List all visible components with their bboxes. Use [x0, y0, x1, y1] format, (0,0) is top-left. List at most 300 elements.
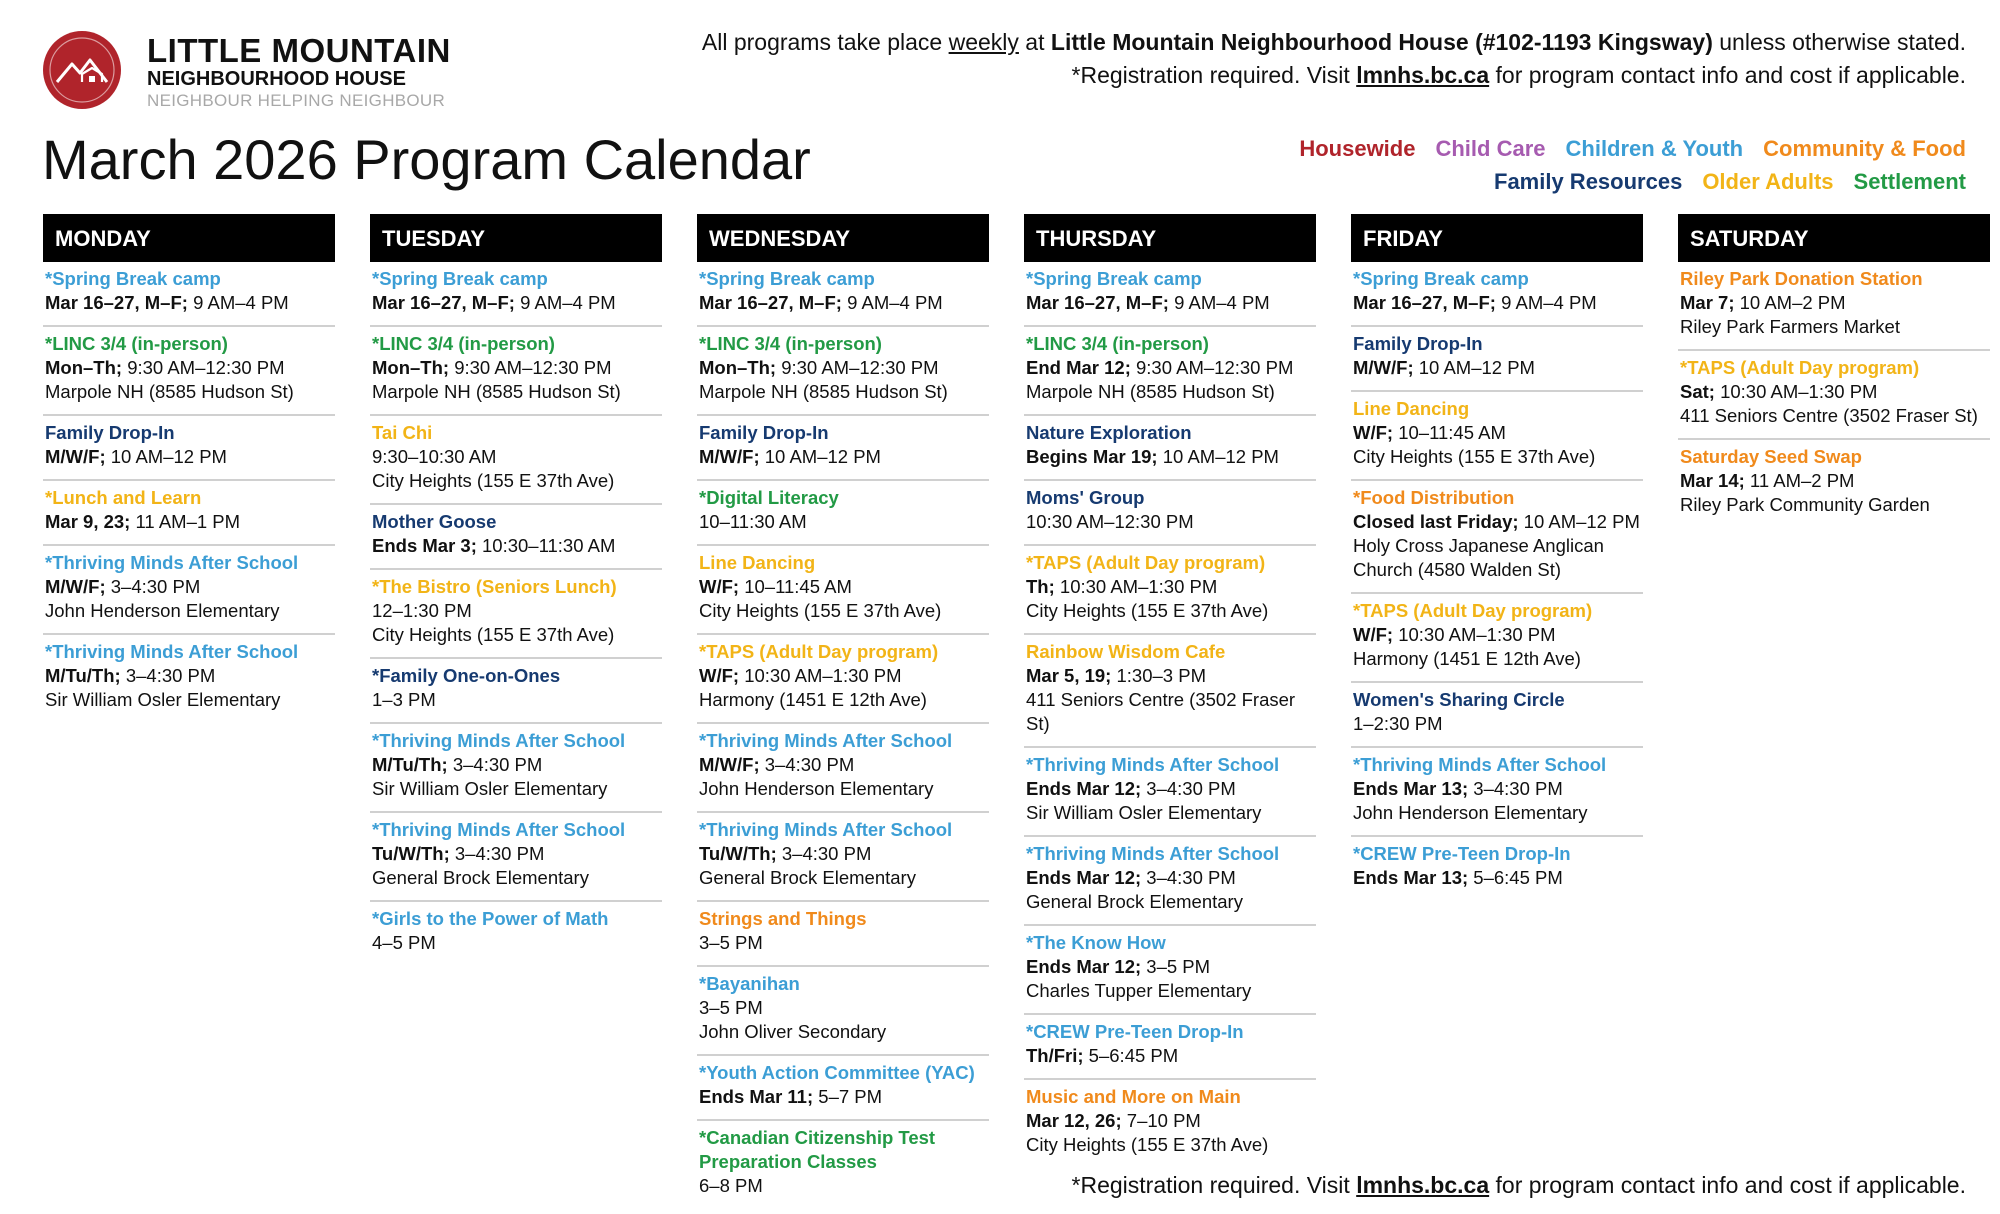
program-name: *Thriving Minds After School — [45, 552, 299, 573]
program-days: Mar 9, 23; — [45, 511, 131, 532]
program-time: 12–1:30 PM — [372, 600, 472, 621]
organization-logo — [42, 30, 122, 110]
program-name: *Spring Break camp — [1026, 268, 1202, 289]
program-location: City Heights (155 E 37th Ave) — [372, 470, 615, 491]
program-entry — [370, 327, 662, 416]
program-entry — [43, 327, 335, 416]
program-time: 10 AM–12 PM — [1518, 511, 1640, 532]
program-days: M/W/F; — [45, 576, 106, 597]
program-days: Mar 16–27, M–F; — [699, 292, 842, 313]
legend-family-resources: Family Resources — [1494, 169, 1683, 194]
org-name-line2: NEIGHBOURHOOD HOUSE — [147, 68, 406, 90]
program-name: *LINC 3/4 (in-person) — [45, 333, 228, 354]
org-tagline: NEIGHBOUR HELPING NEIGHBOUR — [147, 91, 446, 110]
day-header: SATURDAY — [1678, 214, 1990, 262]
program-location: Sir William Osler Elementary — [372, 778, 608, 799]
program-schedule — [1026, 575, 1316, 599]
program-entry — [1351, 683, 1643, 748]
program-schedule — [699, 753, 989, 777]
intro-text: at — [1018, 29, 1051, 55]
program-days: Sat; — [1680, 381, 1715, 402]
program-name: *Bayanihan — [699, 973, 800, 994]
program-location: Holy Cross Japanese Anglican Church (4580 Walden St) — [1353, 535, 1604, 580]
program-time: 10 AM–2 PM — [1734, 292, 1846, 313]
program-schedule — [699, 1174, 989, 1198]
program-time: 3–4:30 PM — [1468, 778, 1563, 799]
program-name: *Lunch and Learn — [45, 487, 202, 508]
program-entry — [43, 635, 335, 722]
program-schedule — [372, 753, 662, 777]
program-location: John Oliver Secondary — [699, 1021, 887, 1042]
program-schedule — [1026, 955, 1316, 979]
program-entry — [1678, 351, 1990, 440]
program-days: Ends Mar 3; — [372, 535, 477, 556]
program-days: M/Tu/Th; — [372, 754, 448, 775]
program-schedule — [1680, 469, 1990, 493]
program-name: *TAPS (Adult Day program) — [699, 641, 939, 662]
program-entry — [1678, 440, 1990, 527]
intro-text: unless otherwise stated. — [1712, 29, 1966, 55]
program-time: 1:30–3 PM — [1111, 665, 1206, 686]
program-entry — [1024, 327, 1316, 416]
program-name: Strings and Things — [699, 908, 867, 929]
website-link[interactable]: lmnhs.bc.ca — [1356, 62, 1490, 88]
legend-row-1 — [1279, 132, 1966, 165]
legend-housewide: Housewide — [1299, 136, 1416, 161]
legend-community-food: Community & Food — [1763, 136, 1966, 161]
program-days: Mar 7; — [1680, 292, 1735, 313]
program-entry — [43, 481, 335, 546]
program-time: 3–4:30 PM — [1141, 778, 1236, 799]
day-column-saturday — [1678, 214, 1990, 527]
legend-child-care: Child Care — [1435, 136, 1546, 161]
intro-weekly: weekly — [948, 29, 1019, 55]
program-schedule — [1026, 1109, 1316, 1133]
program-location: Harmony (1451 E 12th Ave) — [699, 689, 927, 710]
program-schedule — [699, 664, 989, 688]
program-days: Ends Mar 12; — [1026, 778, 1142, 799]
program-days: M/W/F; — [699, 446, 760, 467]
program-entry — [1678, 262, 1990, 351]
program-schedule — [45, 356, 335, 380]
organization-name — [147, 34, 451, 112]
program-days: W/F; — [1353, 624, 1394, 645]
program-days: Mar 5, 19; — [1026, 665, 1112, 686]
program-name: Family Drop-In — [699, 422, 829, 443]
program-entry — [697, 635, 989, 724]
program-schedule — [699, 291, 989, 315]
program-time: 5–6:45 PM — [1083, 1045, 1179, 1066]
program-name: *Food Distribution — [1353, 487, 1515, 508]
day-column-monday — [43, 214, 335, 722]
program-name: *TAPS (Adult Day program) — [1026, 552, 1266, 573]
program-name: *The Bistro (Seniors Lunch) — [372, 576, 617, 597]
program-location: Sir William Osler Elementary — [45, 689, 281, 710]
program-name: *Thriving Minds After School — [1026, 843, 1280, 864]
program-time: 5–6:45 PM — [1468, 867, 1563, 888]
program-name: Line Dancing — [699, 552, 816, 573]
program-time: 10–11:45 AM — [1393, 422, 1506, 443]
program-name: *Youth Action Committee (YAC) — [699, 1062, 975, 1083]
program-schedule — [699, 842, 989, 866]
program-schedule — [1026, 777, 1316, 801]
program-name: *Family One-on-Ones — [372, 665, 561, 686]
program-time: 9:30 AM–12:30 PM — [1130, 357, 1294, 378]
program-name: *Thriving Minds After School — [45, 641, 299, 662]
legend-children-youth: Children & Youth — [1565, 136, 1744, 161]
program-days: Ends Mar 13; — [1353, 867, 1469, 888]
page-title: March 2026 Program Calendar — [42, 128, 811, 191]
program-name: *TAPS (Adult Day program) — [1680, 357, 1920, 378]
program-name: *LINC 3/4 (in-person) — [699, 333, 882, 354]
program-location: General Brock Elementary — [699, 867, 916, 888]
program-schedule — [372, 445, 662, 469]
program-name: Tai Chi — [372, 422, 433, 443]
program-location: City Heights (155 E 37th Ave) — [1026, 1134, 1269, 1155]
program-entry — [1024, 837, 1316, 926]
program-name: *TAPS (Adult Day program) — [1353, 600, 1593, 621]
program-entry — [1351, 481, 1643, 594]
program-schedule — [372, 842, 662, 866]
program-location: John Henderson Elementary — [699, 778, 934, 799]
program-location: Marpole NH (8585 Hudson St) — [372, 381, 621, 402]
program-schedule — [1026, 291, 1316, 315]
program-entry — [697, 1121, 989, 1208]
program-location: 411 Seniors Centre (3502 Fraser St) — [1680, 405, 1978, 426]
program-time: 10:30 AM–1:30 PM — [1714, 381, 1878, 402]
program-name: *Thriving Minds After School — [699, 819, 953, 840]
program-schedule — [1353, 510, 1643, 534]
day-header: TUESDAY — [370, 214, 662, 262]
program-entry — [370, 659, 662, 724]
legend-older-adults: Older Adults — [1702, 169, 1834, 194]
program-location: Sir William Osler Elementary — [1026, 802, 1262, 823]
intro-line-1 — [702, 26, 1966, 59]
program-entry — [697, 967, 989, 1056]
program-days: Mar 16–27, M–F; — [45, 292, 188, 313]
program-time: 3–4:30 PM — [105, 576, 201, 597]
program-name: Saturday Seed Swap — [1680, 446, 1862, 467]
program-schedule — [372, 291, 662, 315]
intro-location: Little Mountain Neighbourhood House (#102-1193 Kingsway) — [1050, 29, 1713, 55]
program-location: Harmony (1451 E 12th Ave) — [1353, 648, 1581, 669]
program-location: 411 Seniors Centre (3502 Fraser St) — [1026, 689, 1296, 734]
program-schedule — [1353, 712, 1643, 736]
program-days: Mar 12, 26; — [1026, 1110, 1122, 1131]
program-schedule — [1353, 777, 1643, 801]
program-entry — [697, 546, 989, 635]
program-time: 9 AM–4 PM — [187, 292, 289, 313]
program-days: Th; — [1026, 576, 1055, 597]
program-entry — [1024, 262, 1316, 327]
program-days: Mon–Th; — [372, 357, 450, 378]
program-time: 11 AM–2 PM — [1744, 470, 1855, 491]
program-name: *Digital Literacy — [699, 487, 839, 508]
footer-text: for program contact info and cost if applicable. — [1489, 1172, 1966, 1198]
program-name: *Spring Break camp — [699, 268, 875, 289]
program-entry — [370, 570, 662, 659]
program-days: M/W/F; — [45, 446, 106, 467]
program-time: 10:30 AM–1:30 PM — [1054, 576, 1218, 597]
program-time: 9:30 AM–12:30 PM — [449, 357, 612, 378]
program-schedule — [1680, 380, 1990, 404]
program-entry — [1351, 748, 1643, 837]
program-entry — [1351, 392, 1643, 481]
program-location: Charles Tupper Elementary — [1026, 980, 1252, 1001]
program-schedule — [1680, 291, 1990, 315]
footer-website-link[interactable]: lmnhs.bc.ca — [1356, 1172, 1490, 1198]
program-time: 9 AM–4 PM — [1168, 292, 1270, 313]
program-time: 9:30 AM–12:30 PM — [776, 357, 939, 378]
program-name: *The Know How — [1026, 932, 1166, 953]
program-name: *Thriving Minds After School — [699, 730, 953, 751]
program-schedule — [1026, 664, 1316, 688]
program-schedule — [1026, 510, 1316, 534]
program-time: 9:30 AM–12:30 PM — [122, 357, 285, 378]
program-time: 11 AM–1 PM — [130, 511, 241, 532]
program-schedule — [699, 356, 989, 380]
program-entry — [1024, 481, 1316, 546]
program-schedule — [699, 1085, 989, 1109]
program-location: Riley Park Farmers Market — [1680, 316, 1900, 337]
program-days: Ends Mar 12; — [1026, 867, 1142, 888]
category-legend — [1279, 132, 1966, 198]
program-entry — [1351, 837, 1643, 900]
program-entry — [1024, 635, 1316, 748]
program-location: Marpole NH (8585 Hudson St) — [1026, 381, 1275, 402]
program-time: 10:30 AM–12:30 PM — [1026, 511, 1194, 532]
program-days: Closed last Friday; — [1353, 511, 1519, 532]
program-schedule — [699, 931, 989, 955]
program-location: City Heights (155 E 37th Ave) — [699, 600, 942, 621]
program-entry — [697, 902, 989, 967]
day-column-tuesday — [370, 214, 662, 965]
footer-notice — [1072, 1170, 1966, 1200]
program-entry — [1024, 1015, 1316, 1080]
program-location: General Brock Elementary — [372, 867, 589, 888]
program-name: *Spring Break camp — [372, 268, 548, 289]
program-schedule — [372, 356, 662, 380]
program-entry — [1024, 416, 1316, 481]
program-days: W/F; — [699, 665, 740, 686]
program-entry — [1024, 1080, 1316, 1167]
program-days: Mon–Th; — [699, 357, 777, 378]
program-schedule — [372, 931, 662, 955]
program-entry — [1351, 327, 1643, 392]
program-schedule — [1353, 291, 1643, 315]
program-time: 10 AM–12 PM — [759, 446, 881, 467]
program-name: Music and More on Main — [1026, 1086, 1241, 1107]
program-entry — [1024, 546, 1316, 635]
program-schedule — [45, 291, 335, 315]
program-time: 10:30 AM–1:30 PM — [1393, 624, 1556, 645]
program-location: John Henderson Elementary — [1353, 802, 1588, 823]
program-location: General Brock Elementary — [1026, 891, 1243, 912]
program-days: Th/Fri; — [1026, 1045, 1084, 1066]
program-name: Rainbow Wisdom Cafe — [1026, 641, 1226, 662]
intro-text: for program contact info and cost if applicable. — [1489, 62, 1966, 88]
day-column-thursday — [1024, 214, 1316, 1167]
program-location: City Heights (155 E 37th Ave) — [1026, 600, 1269, 621]
program-entry — [43, 546, 335, 635]
program-name: *Thriving Minds After School — [1353, 754, 1607, 775]
program-time: 3–4:30 PM — [776, 843, 872, 864]
program-name: Mother Goose — [372, 511, 497, 532]
program-time: 9 AM–4 PM — [1495, 292, 1597, 313]
program-schedule — [1026, 445, 1316, 469]
program-time: 10 AM–12 PM — [105, 446, 227, 467]
day-header: WEDNESDAY — [697, 214, 989, 262]
program-time: 9 AM–4 PM — [841, 292, 943, 313]
program-entry — [370, 262, 662, 327]
day-column-friday — [1351, 214, 1643, 900]
program-name: *Thriving Minds After School — [1026, 754, 1280, 775]
program-days: M/W/F; — [1353, 357, 1414, 378]
program-name: Line Dancing — [1353, 398, 1470, 419]
program-days: M/Tu/Th; — [45, 665, 121, 686]
day-header: MONDAY — [43, 214, 335, 262]
program-location: Marpole NH (8585 Hudson St) — [699, 381, 948, 402]
org-name-line1: LITTLE MOUNTAIN — [147, 32, 451, 69]
program-schedule — [1353, 866, 1643, 890]
program-days: Mar 16–27, M–F; — [372, 292, 515, 313]
program-entry — [370, 416, 662, 505]
program-location: City Heights (155 E 37th Ave) — [1353, 446, 1596, 467]
program-time: 9 AM–4 PM — [514, 292, 616, 313]
program-time: 10 AM–12 PM — [1413, 357, 1535, 378]
program-schedule — [1026, 1044, 1316, 1068]
program-time: 3–5 PM — [699, 997, 763, 1018]
program-time: 4–5 PM — [372, 932, 436, 953]
program-schedule — [1026, 866, 1316, 890]
program-time: 3–5 PM — [699, 932, 763, 953]
program-name: *CREW Pre-Teen Drop-In — [1026, 1021, 1244, 1042]
program-name: Moms' Group — [1026, 487, 1145, 508]
program-name: *Thriving Minds After School — [372, 819, 626, 840]
program-days: W/F; — [699, 576, 740, 597]
program-days: M/W/F; — [699, 754, 760, 775]
program-location: City Heights (155 E 37th Ave) — [372, 624, 615, 645]
program-days: Tu/W/Th; — [372, 843, 450, 864]
program-entry — [370, 724, 662, 813]
program-days: Mar 16–27, M–F; — [1026, 292, 1169, 313]
program-name: *Spring Break camp — [1353, 268, 1529, 289]
program-location: John Henderson Elementary — [45, 600, 280, 621]
program-name: *Canadian Citizenship Test Preparation Classes — [699, 1127, 936, 1172]
program-entry — [697, 1056, 989, 1121]
program-entry — [1351, 262, 1643, 327]
program-time: 10–11:45 AM — [739, 576, 852, 597]
program-days: Begins Mar 19; — [1026, 446, 1158, 467]
program-entry — [370, 813, 662, 902]
program-entry — [43, 262, 335, 327]
legend-settlement: Settlement — [1853, 169, 1966, 194]
program-time: 5–7 PM — [813, 1086, 883, 1107]
program-days: Tu/W/Th; — [699, 843, 777, 864]
program-name: *Thriving Minds After School — [372, 730, 626, 751]
program-schedule — [699, 445, 989, 469]
program-name: Nature Exploration — [1026, 422, 1192, 443]
program-name: Family Drop-In — [1353, 333, 1483, 354]
program-name: *LINC 3/4 (in-person) — [372, 333, 555, 354]
day-column-wednesday — [697, 214, 989, 1208]
program-schedule — [45, 445, 335, 469]
program-name: Riley Park Donation Station — [1680, 268, 1923, 289]
program-name: *CREW Pre-Teen Drop-In — [1353, 843, 1571, 864]
program-schedule — [1026, 356, 1316, 380]
program-time: 1–2:30 PM — [1353, 713, 1443, 734]
program-location: Marpole NH (8585 Hudson St) — [45, 381, 294, 402]
program-schedule — [372, 534, 662, 558]
program-schedule — [699, 510, 989, 534]
program-time: 10:30–11:30 AM — [476, 535, 616, 556]
program-name: Family Drop-In — [45, 422, 175, 443]
program-entry — [697, 813, 989, 902]
program-days: Mar 16–27, M–F; — [1353, 292, 1496, 313]
program-schedule — [1353, 623, 1643, 647]
program-schedule — [45, 510, 335, 534]
day-header: FRIDAY — [1351, 214, 1643, 262]
program-entry — [370, 902, 662, 965]
program-time: 6–8 PM — [699, 1175, 763, 1196]
program-time: 3–4:30 PM — [759, 754, 855, 775]
program-schedule — [45, 575, 335, 599]
program-time: 3–4:30 PM — [447, 754, 543, 775]
program-schedule — [372, 599, 662, 623]
program-entry — [1024, 748, 1316, 837]
program-schedule — [372, 688, 662, 712]
program-schedule — [1353, 356, 1643, 380]
program-name: Women's Sharing Circle — [1353, 689, 1565, 710]
program-entry — [43, 416, 335, 481]
intro-notice — [702, 26, 1966, 92]
program-entry — [697, 416, 989, 481]
program-time: 3–5 PM — [1141, 956, 1211, 977]
program-entry — [370, 505, 662, 570]
program-time: 3–4:30 PM — [1141, 867, 1236, 888]
program-time: 10 AM–12 PM — [1157, 446, 1279, 467]
program-time: 3–4:30 PM — [120, 665, 216, 686]
program-time: 9:30–10:30 AM — [372, 446, 497, 467]
program-schedule — [45, 664, 335, 688]
intro-line-2 — [702, 59, 1966, 92]
program-entry — [697, 481, 989, 546]
program-days: W/F; — [1353, 422, 1394, 443]
program-time: 10:30 AM–1:30 PM — [739, 665, 902, 686]
program-schedule — [1353, 421, 1643, 445]
day-header: THURSDAY — [1024, 214, 1316, 262]
program-schedule — [699, 575, 989, 599]
program-days: Mon–Th; — [45, 357, 123, 378]
program-days: End Mar 12; — [1026, 357, 1131, 378]
program-name: *Spring Break camp — [45, 268, 221, 289]
program-name: *Girls to the Power of Math — [372, 908, 609, 929]
program-days: Ends Mar 13; — [1353, 778, 1469, 799]
intro-text: *Registration required. Visit — [1071, 62, 1357, 88]
program-location: Riley Park Community Garden — [1680, 494, 1930, 515]
program-days: Mar 14; — [1680, 470, 1745, 491]
legend-row-2 — [1279, 165, 1966, 198]
program-entry — [697, 262, 989, 327]
program-days: Ends Mar 12; — [1026, 956, 1142, 977]
footer-text: *Registration required. Visit — [1071, 1172, 1357, 1198]
program-entry — [1024, 926, 1316, 1015]
program-schedule — [699, 996, 989, 1020]
program-name: *LINC 3/4 (in-person) — [1026, 333, 1209, 354]
program-time: 3–4:30 PM — [449, 843, 545, 864]
program-entry — [697, 724, 989, 813]
program-entry — [697, 327, 989, 416]
